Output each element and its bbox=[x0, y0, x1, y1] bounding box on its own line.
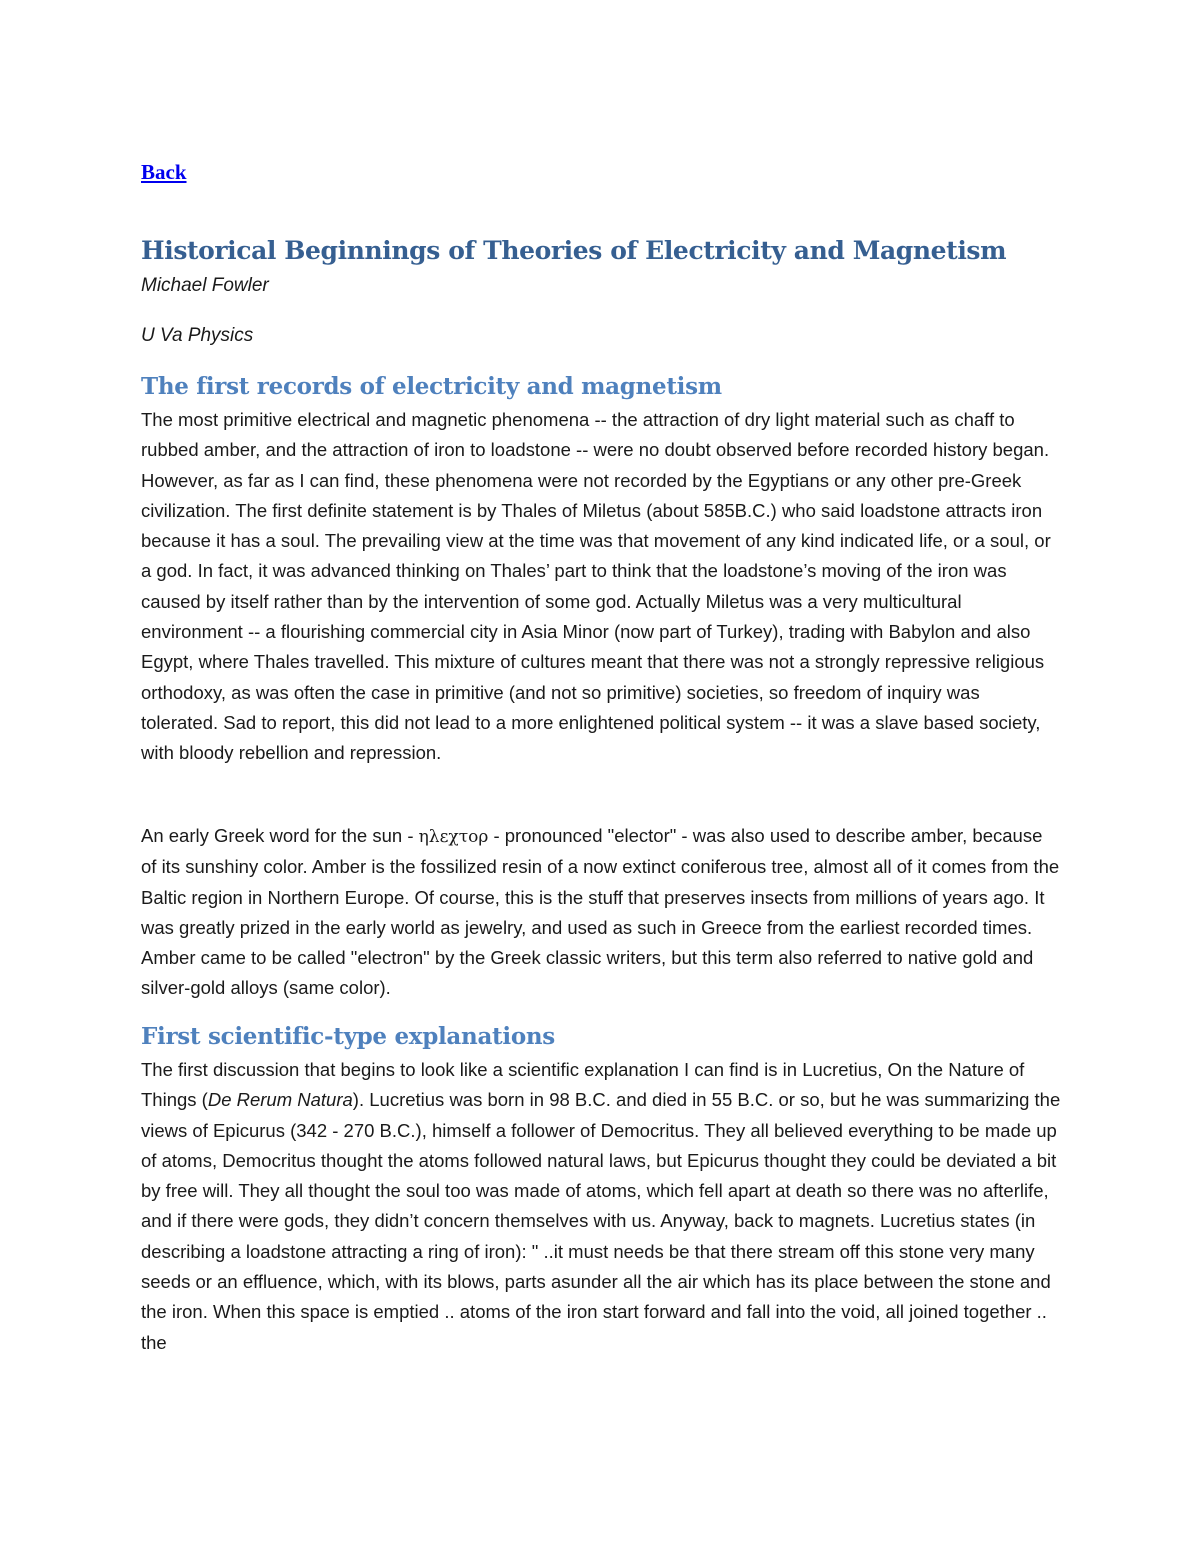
back-link[interactable]: Back bbox=[141, 160, 187, 184]
paragraph-amber-text-start: An early Greek word for the sun - bbox=[141, 825, 419, 846]
author-name: Michael Fowler bbox=[141, 275, 269, 296]
section-heading-scientific-explanations: First scientific-type explanations bbox=[141, 1023, 555, 1050]
page-title: Historical Beginnings of Theories of Electricity and Magnetism bbox=[141, 236, 1007, 265]
paragraph-amber bbox=[141, 821, 1061, 1004]
paragraph-lucretius bbox=[141, 1055, 1061, 1358]
book-title-italic: De Rerum Natura bbox=[207, 1089, 353, 1111]
paragraph-lucretius-text-start: The first discussion that begins to look like a scientific explanation I can find is in Lucretius, On the Nature of Things ( bbox=[141, 1059, 1025, 1111]
paragraph-lucretius-text-end: ). Lucretius was born in 98 B.C. and died in 55 B.C. or so, but he was summarizing the views of Epicurus (342 - 270 B.C.), himself a follower of Democritus. They all believed everything to be made up of atoms, Democritus thought the atoms followed natural laws, but Epicurus thought they could be deviated a bit by free will. They all thought the soul too was made of atoms, which fell apart at death so there was no afterlife, and if there were gods, they didn’t concern themselves with us. Anyway, back to magnets. Lucretius states (in describing a loadstone attracting a ring of iron): " ..it must needs be that there stream off this stone very many seeds or an effluence, which, with its blows, parts asunder all the air which has its place between the stone and the iron. When this space is emptied .. atoms of the iron start forward and fall into the void, all joined together .. the bbox=[141, 1089, 1061, 1353]
section-heading-first-records: The first records of electricity and magnetism bbox=[141, 373, 722, 400]
paragraph-amber-text-end: - pronounced "elector" - was also used to describe amber, because of its sunshiny color. Amber is the fossilized resin of a now extinct coniferous tree, almost all of it comes from the Baltic region in Northern Europe. Of course, this is the stuff that preserves insects from millions of years ago. It was greatly prized in the early world as jewelry, and used as such in Greece from the earliest recorded times. Amber came to be called "electron" by the Greek classic writers, but this term also referred to native gold and silver-gold alloys (same color). bbox=[141, 825, 1060, 999]
author-affiliation: U Va Physics bbox=[141, 325, 254, 346]
greek-word-sun: ηλεχτορ bbox=[418, 827, 489, 847]
paragraph-first-records: The most primitive electrical and magnetic phenomena -- the attraction of dry light material such as chaff to rubbed amber, and the attraction of iron to loadstone -- were no doubt observed before recorded history began. However, as far as I can find, these phenomena were not recorded by the Egyptians or any other pre-Greek civilization. The first definite statement is by Thales of Miletus (about 585B.C.) who said loadstone attracts iron because it has a soul. The prevailing view at the time was that movement of any kind indicated life, or a soul, or a god. In fact, it was advanced thinking on Thales’ part to think that the loadstone’s moving of the iron was caused by itself rather than by the intervention of some god. Actually Miletus was a very multicultural environment -- a flourishing commercial city in Asia Minor (now part of Turkey), trading with Babylon and also Egypt, where Thales travelled. This mixture of cultures meant that there was not a strongly repressive religious orthodoxy, as was often the case in primitive (and not so primitive) societies, so freedom of inquiry was tolerated. Sad to report, this did not lead to a more enlightened political system -- it was a slave based society, with bloody rebellion and repression. bbox=[141, 409, 1051, 764]
